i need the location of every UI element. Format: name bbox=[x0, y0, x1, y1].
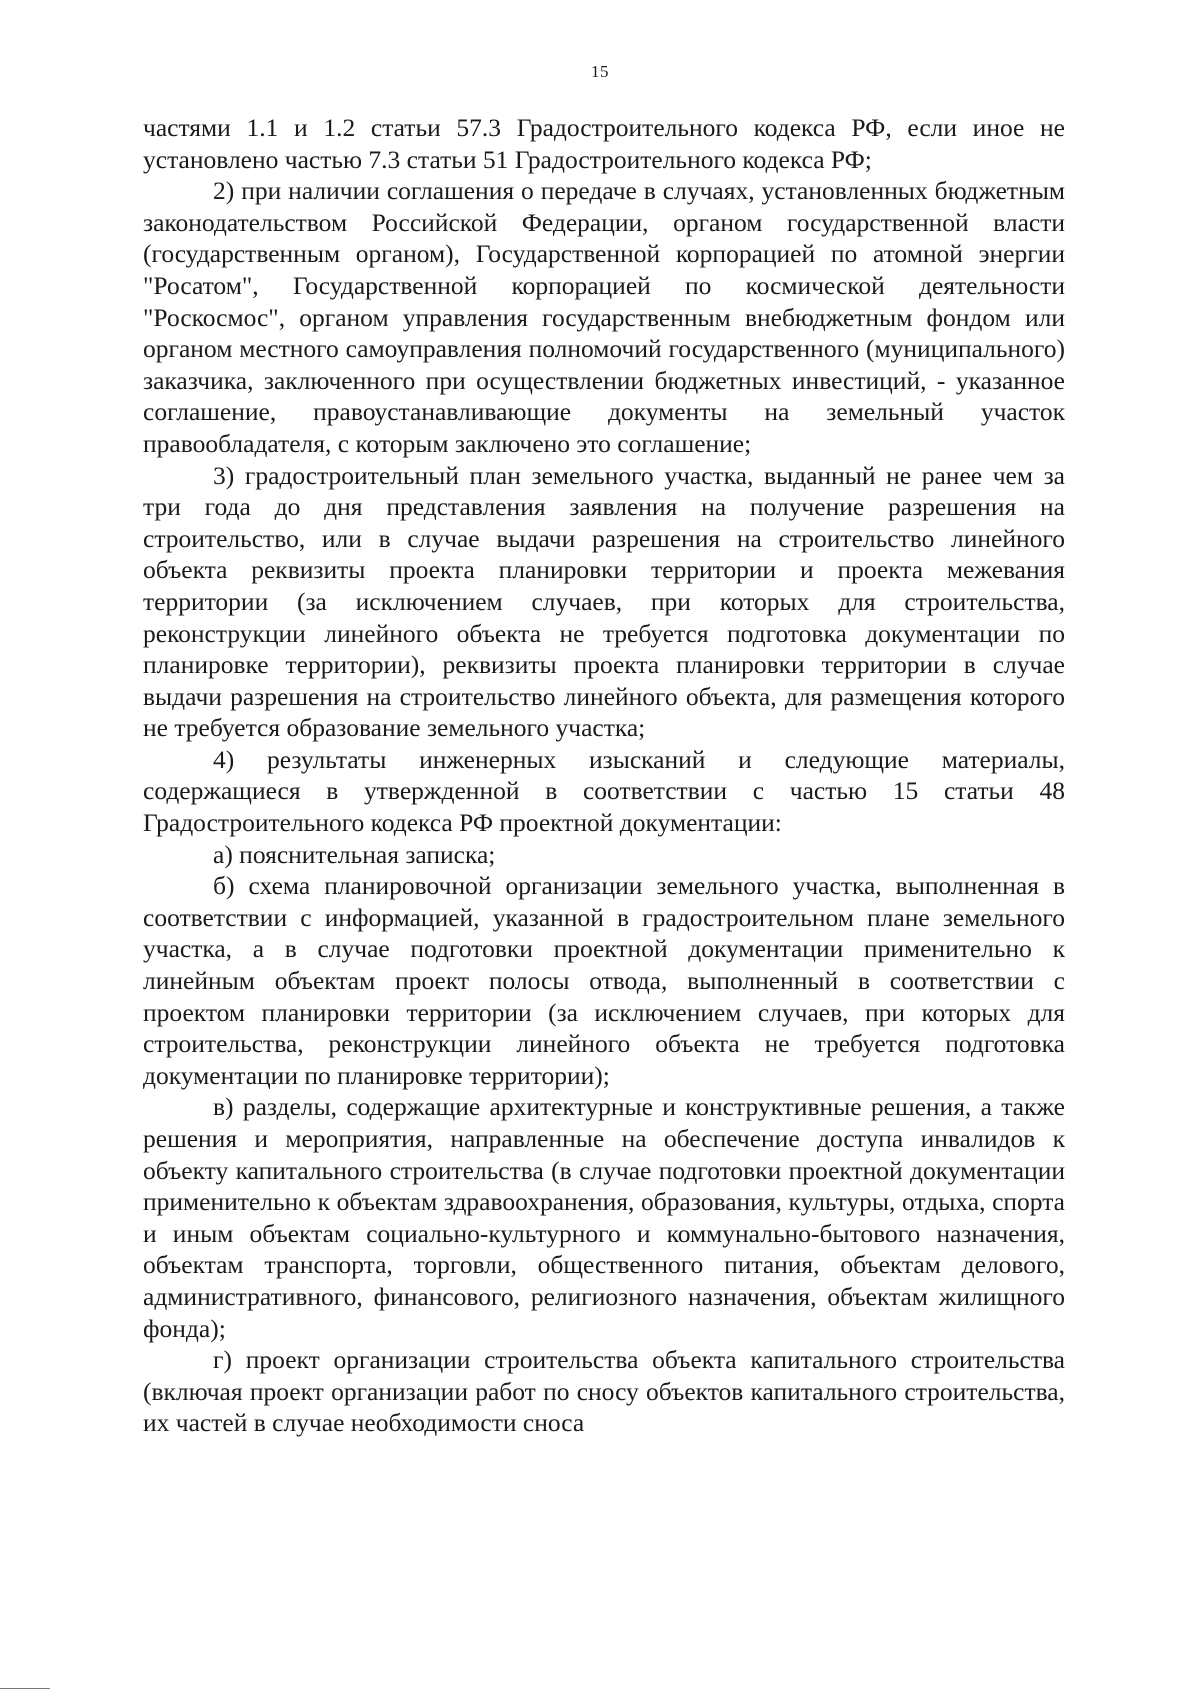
paragraph-item-4: 4) результаты инженерных изысканий и следующие материалы, содержащиеся в утвержденной в соответствии с частью 15 статьи 48 Градостроительного кодекса РФ проектной документации: bbox=[143, 744, 1065, 838]
paragraph-item-3: 3) градостроительный план земельного участка, выданный не ранее чем за три года до дня представления заявления на получение разрешения на строительство, или в случае выдачи разрешения на строительство линейного объекта реквизиты проекта планировки территории и проекта межевания территории (за исключением случаев, при которых для строительства, реконструкции линейного объекта не требуется подготовка документации по планировке территории), реквизиты проекта планировки территории в случае выдачи разрешения на строительство линейного объекта, для размещения которого не требуется образование земельного участка; bbox=[143, 460, 1065, 743]
paragraph-subitem-a: а) пояснительная записка; bbox=[213, 839, 496, 869]
paragraph-item-2: 2) при наличии соглашения о передаче в случаях, установленных бюджетным законодательством Российской Федерации, органом государственной власти (государственным органом), Государственной корпорацией по атомной энергии "Росатом", Государственной корпорацией по космической деятельности "Роскосмос", органом управления государственным внебюджетным фондом или органом местного самоуправления полномочий государственного (муниципального) заказчика, заключенного при осуществлении бюджетных инвестиций, - указанное соглашение, правоустанавливающие документы на земельный участок правообладателя, с которым заключено это соглашение; bbox=[143, 176, 1065, 458]
page-number: 15 bbox=[591, 62, 609, 81]
margin-mark bbox=[0, 1688, 50, 1689]
paragraph-continuation: частями 1.1 и 1.2 статьи 57.3 Градостроительного кодекса РФ, если иное не установлено частью 7.3 статьи 51 Градостроительного кодекса РФ; bbox=[143, 113, 1065, 174]
paragraph-subitem-b: б) схема планировочной организации земельного участка, выполненная в соответствии с информацией, указанной в градостроительном плане земельного участка, а в случае подготовки проектной документации применительно к линейным объектам проект полосы отвода, выполненный в соответствии с проектом планировки территории (за исключением случаев, при которых для строительства, реконструкции линейного объекта не требуется подготовка документации по планировке территории); bbox=[143, 871, 1065, 1090]
paragraph-subitem-g: г) проект организации строительства объекта капитального строительства (включая проект организации работ по сносу объектов капитального строительства, их частей в случае необходимости сноса bbox=[143, 1345, 1065, 1438]
document-body bbox=[143, 112, 1065, 1439]
paragraph-subitem-v: в) разделы, содержащие архитектурные и конструктивные решения, а также решения и мероприятия, направленные на обеспечение доступа инвалидов к объекту капитального строительства (в случае подготовки проектной документации применительно к объектам здравоохранения, образования, культуры, отдыха, спорта и иным объектам социально-культурного и коммунально-бытового назначения, объектам транспорта, торговли, общественного питания, объектам делового, административного, финансового, религиозного назначения, объектам жилищного фонда); bbox=[143, 1092, 1065, 1343]
